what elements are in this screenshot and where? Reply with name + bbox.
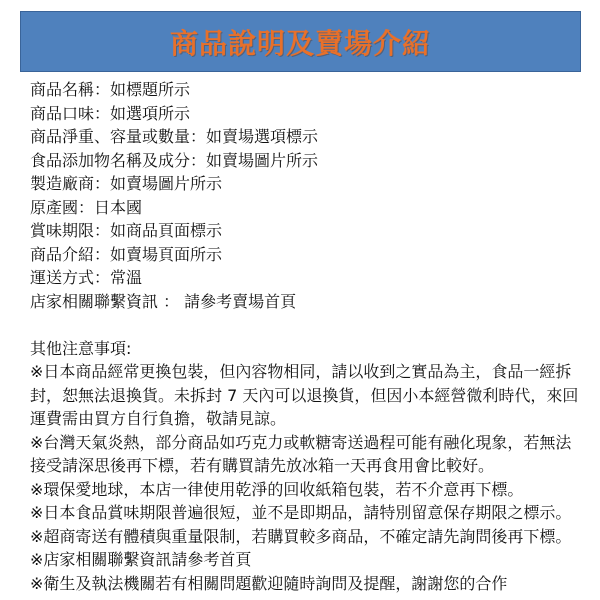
notes-heading: 其他注意事項:	[30, 338, 132, 358]
info-line-additives: 食品添加物名稱及成分：如賣場圖片所示	[30, 150, 319, 170]
info-line-introduction: 商品介紹：如賣場頁面所示	[30, 244, 223, 264]
banner-title: 商品說明及賣場介紹	[169, 26, 431, 60]
note-line: ※超商寄送有體積與重量限制，若購買較多商品，不確定請先詢問後再下標。	[30, 526, 572, 546]
info-line-shipping: 運送方式：常溫	[30, 268, 143, 287]
note-line: 封，恕無法退換貨。未拆封 7 天內可以退換貨，但因小本經營微利時代，來回	[30, 385, 579, 405]
note-line: ※日本商品經常更換包裝，但內容物相同，請以收到之實品為主，食品一經拆	[30, 362, 572, 381]
header-banner	[20, 11, 581, 72]
product-info-list	[30, 78, 596, 313]
note-line: ※店家相關聯繫資訊請參考首頁	[30, 550, 252, 569]
info-line-manufacturer: 製造廠商：如賣場圖片所示	[30, 174, 223, 193]
note-line: ※日本食品賞味期限普遍很短，並不是即期品，請特別留意保存期限之標示。	[30, 503, 572, 522]
note-line: 接受請深思後再下標，若有購買請先放冰箱一天再食用會比較好。	[30, 456, 495, 475]
note-line: 運費需由買方自行負擔，敬請見諒。	[30, 409, 287, 428]
notes-section	[30, 337, 596, 596]
info-line-flavor: 商品口味：如選項所示	[30, 103, 191, 123]
note-line: ※衛生及執法機關若有相關問題歡迎隨時詢問及提醒，謝謝您的合作	[30, 573, 508, 593]
info-line-net-weight: 商品淨重、容量或數量：如賣場選項標示	[30, 127, 319, 146]
note-line: ※台灣天氣炎熱，部分商品如巧克力或軟糖寄送過程可能有融化現象，若無法	[30, 432, 572, 452]
description-content	[30, 78, 596, 595]
info-line-origin: 原產國：日本國	[30, 197, 143, 217]
note-line: ※環保愛地球，本店一律使用乾淨的回收紙箱包裝，若不介意再下標。	[30, 479, 524, 499]
info-line-product-name: 商品名稱：如標題所示	[30, 80, 191, 99]
info-line-best-before: 賞味期限：如商品頁面標示	[30, 221, 223, 240]
info-line-contact: 店家相關聯繫資訊 ： 請參考賣場首頁	[30, 291, 297, 311]
